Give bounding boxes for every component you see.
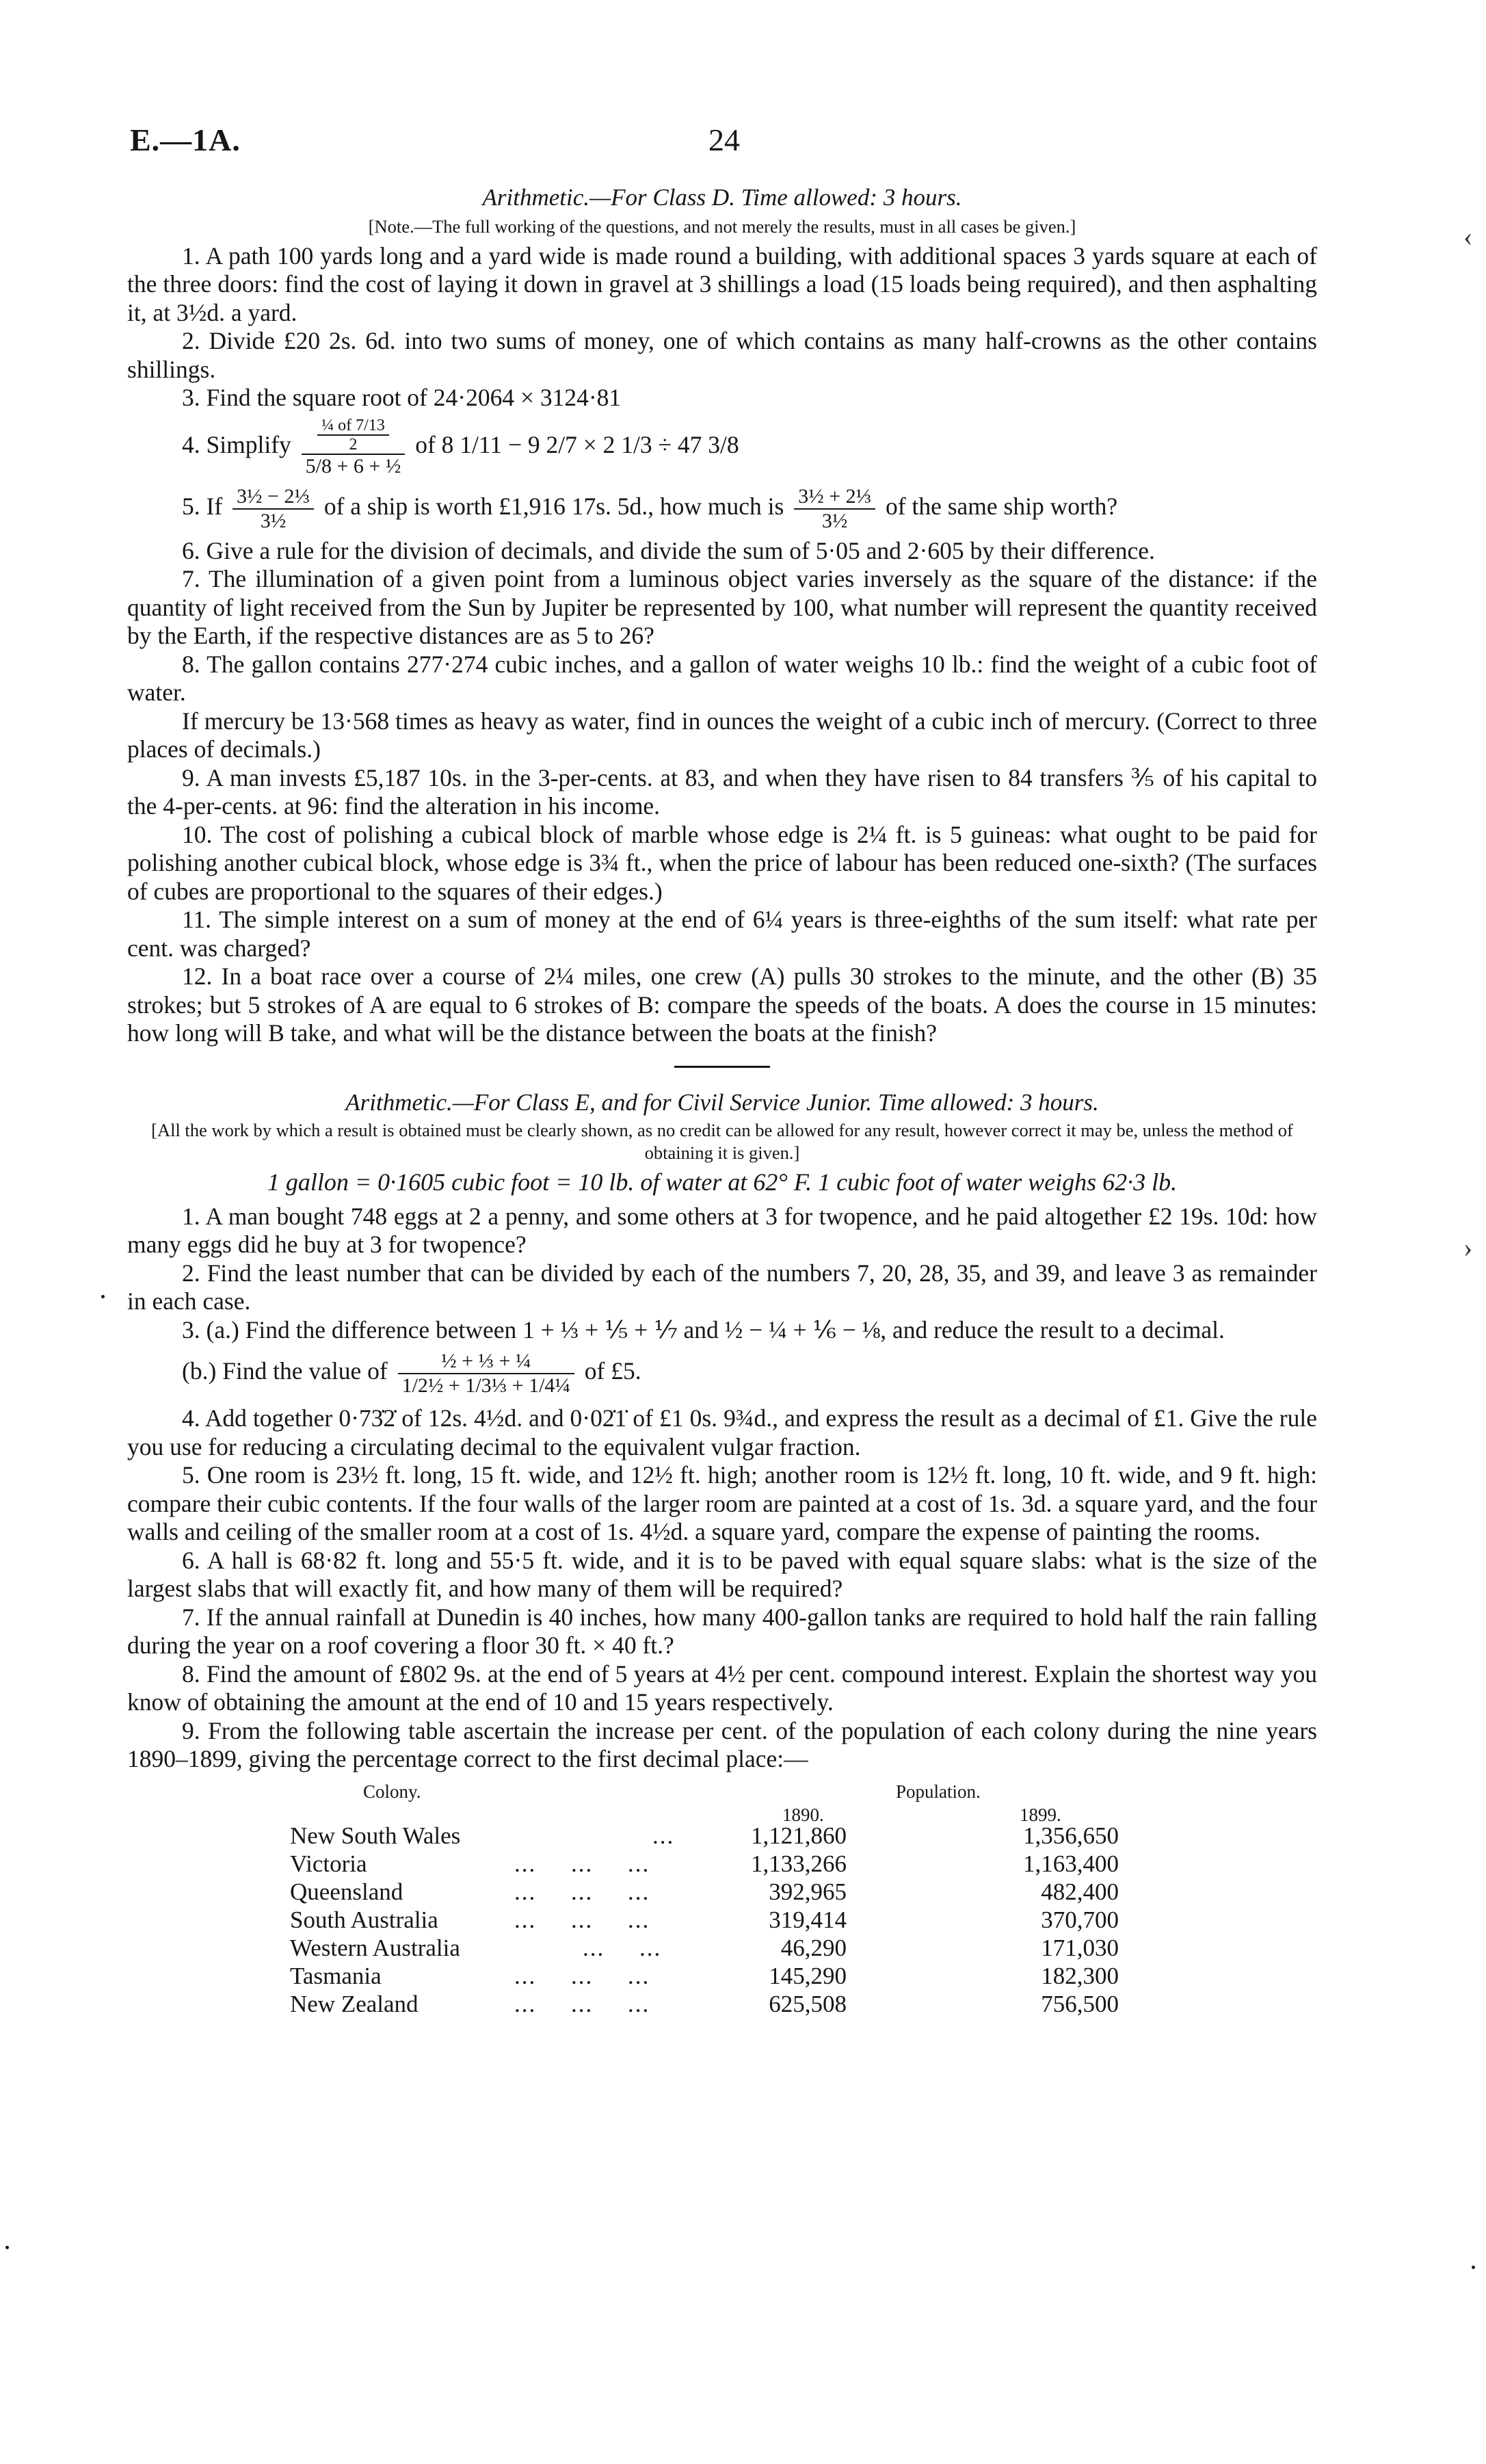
question-d5-suffix: of the same ship worth?	[886, 492, 1118, 520]
question-e7: 7. If the annual rainfall at Dunedin is 40 inches, how many 400-gallon tanks are required to hold half the rain falling during the year on a roof covering a floor 30 ft. × 40 ft.?	[127, 1603, 1317, 1659]
population-1890: 625,508	[769, 1990, 847, 2017]
question-d5-prefix: 5. If	[182, 492, 223, 520]
question-d4-top-den: 2	[349, 435, 358, 454]
population-1890: 319,414	[769, 1906, 847, 1933]
question-e3a: 3. (a.) Find the difference between 1 + ⅓ + ⅕ + ⅐ and ½ − ¼ + ⅙ − ⅛, and reduce the result to a decimal.	[182, 1315, 1225, 1344]
leader-dots: ... ...	[583, 1934, 662, 1961]
col-header-colony: Colony.	[363, 1781, 421, 1802]
table-row	[127, 1962, 1317, 1990]
section-e-note: [All the work by which a result is obtained must be clearly shown, as no credit can be allowed for any result, however correct it may be, unless the method of obtaining it is given.]	[151, 1120, 1293, 1163]
table-row	[127, 1878, 1317, 1906]
section-d-title: Arithmetic.—For Class D. Time allowed: 3 hours.	[482, 184, 962, 211]
population-1899: 756,500	[1041, 1990, 1119, 2017]
population-1890: 1,133,266	[751, 1850, 847, 1877]
series-code: E.—1A.	[130, 122, 241, 157]
question-d7: 7. The illumination of a given point from a luminous object varies inversely as the square of the distance: if the quantity of light received from the Sun by Jupiter be represented by 100, what number will represent the quantity received by the Earth, if the respective distances are as 5 to 26?	[127, 565, 1317, 649]
question-e4: 4. Add together 0·73̇2̇ of 12s. 4½d. and 0·02̇1̇ of £1 0s. 9¾d., and express the result as a decimal of £1. Give the rule you use for reducing a circulating decimal to the equivalent vulgar fraction.	[127, 1404, 1317, 1460]
question-d8: 8. The gallon contains 277·274 cubic inches, and a gallon of water weighs 10 lb.: find the weight of a cubic foot of water.	[127, 650, 1317, 706]
population-1899: 171,030	[1041, 1934, 1119, 1961]
table-row	[127, 1850, 1317, 1878]
population-1890: 46,290	[780, 1934, 847, 1961]
margin-mark: ‹	[1463, 221, 1473, 252]
question-d4-bottom: 5/8 + 6 + ½	[305, 454, 401, 477]
question-e2: 2. Find the least number that can be divided by each of the numbers 7, 20, 28, 35, and 39, and leave 3 as remainder in each case.	[127, 1259, 1317, 1315]
page-number: 24	[708, 122, 740, 157]
population-1899: 482,400	[1041, 1878, 1119, 1905]
leader-dots: ...	[652, 1822, 675, 1849]
question-d5-frac2-den: 3½	[821, 509, 848, 532]
population-1899: 182,300	[1041, 1962, 1119, 1989]
table-row	[127, 1934, 1317, 1962]
question-d5	[127, 485, 1317, 533]
question-e3b	[127, 1350, 1317, 1398]
table-row	[127, 1906, 1317, 1934]
population-1899: 370,700	[1041, 1906, 1119, 1933]
question-d10: 10. The cost of polishing a cubical block of marble whose edge is 2¼ ft. is 5 guineas: what ought to be paid for polishing another cubical block, whose edge is 3¾ ft., when the price of labour has been reduced one-sixth? (The surfaces of cubes are proportional to the squares of their edges.)	[127, 820, 1317, 905]
population-table	[127, 1778, 1317, 2018]
question-d3: 3. Find the square root of 24·2064 × 3124·81	[182, 384, 622, 411]
question-d1: 1. A path 100 yards long and a yard wide is made round a building, with additional spaces 3 yards square at each of the three doors: find the cost of laying it down in gravel at 3 shillings a load (15 loads being required), and then asphalting it, at 3½d. a yard.	[127, 241, 1317, 326]
leader-dots: ... ... ...	[514, 1906, 650, 1933]
population-1890: 1,121,860	[751, 1822, 847, 1849]
section-d-note: [Note.—The full working of the questions, and not merely the results, must in all cases be given.]	[368, 215, 1076, 237]
question-d4-prefix: 4. Simplify	[182, 430, 291, 458]
question-d6: 6. Give a rule for the division of decimals, and divide the sum of 5·05 and 2·605 by their difference.	[182, 536, 1155, 564]
section-divider	[674, 1066, 770, 1068]
population-1890: 392,965	[769, 1878, 847, 1905]
question-d5-frac1-den: 3½	[260, 509, 287, 532]
question-d9: 9. A man invests £5,187 10s. in the 3-per-cents. at 83, and when they have risen to 84 transfers ⅗ of his capital to the 4-per-cents. at 96: find the alteration in his income.	[127, 763, 1317, 820]
question-d8b: If mercury be 13·568 times as heavy as water, find in ounces the weight of a cubic inch of mercury. (Correct to three places of decimals.)	[127, 707, 1317, 763]
stray-mark	[1472, 2266, 1475, 2269]
margin-mark: ›	[1463, 1232, 1473, 1263]
question-e3b-num: ½ + ⅓ + ¼	[398, 1350, 574, 1374]
population-1899: 1,356,650	[1023, 1822, 1119, 1849]
col-header-1890: 1890.	[782, 1804, 824, 1825]
question-d4-fraction	[302, 417, 406, 478]
question-d4	[127, 417, 1317, 478]
question-e9: 9. From the following table ascertain the increase per cent. of the population of each colony during the nine years 1890–1899, giving the percentage correct to the first decimal place:—	[127, 1716, 1317, 1772]
question-d12: 12. In a boat race over a course of 2¼ miles, one crew (A) pulls 30 strokes to the minute, and the other (B) 35 strokes; but 5 strokes of A are equal to 6 strokes of B: compare the speeds of the boats. A does the course in 15 minutes: how long will B take, and what will be the distance between the boats at the finish?	[127, 962, 1317, 1047]
colony-name: Western Australia	[290, 1934, 460, 1961]
leader-dots: ... ... ...	[514, 1878, 650, 1905]
population-1890: 145,290	[769, 1962, 847, 1989]
section-e-title: Arithmetic.—For Class E, and for Civil Service Junior. Time allowed: 3 hours.	[345, 1088, 1099, 1116]
exam-content	[127, 183, 1317, 2018]
stray-mark	[5, 2246, 9, 2249]
section-e-units: 1 gallon = 0·1605 cubic foot = 10 lb. of water at 62° F. 1 cubic foot of water weighs 62·3 lb.	[267, 1168, 1178, 1196]
table-row	[127, 1990, 1317, 2018]
question-d2: 2. Divide £20 2s. 6d. into two sums of money, one of which contains as many half-crowns as the other contains shillings.	[127, 327, 1317, 383]
colony-name: New South Wales	[290, 1822, 461, 1849]
question-d5-frac2-num: 3½ + 2⅓	[794, 485, 875, 510]
question-d5-frac1-num: 3½ − 2⅓	[233, 485, 314, 510]
question-e3b-den: 1/2½ + 1/3⅓ + 1/4¼	[401, 1374, 570, 1397]
question-e3b-prefix: (b.) Find the value of	[182, 1357, 388, 1385]
question-e8: 8. Find the amount of £802 9s. at the end of 5 years at 4½ per cent. compound interest. Explain the shortest way you know of obtaining the amount at the end of 10 and 15 years respectively.	[127, 1660, 1317, 1716]
question-e6: 6. A hall is 68·82 ft. long and 55·5 ft. wide, and it is to be paved with equal square slabs: what is the size of the largest slabs that will exactly fit, and how many of them will be required?	[127, 1546, 1317, 1602]
col-header-1899: 1899.	[1020, 1804, 1061, 1825]
question-d11: 11. The simple interest on a sum of money at the end of 6¼ years is three-eighths of the sum itself: what rate per cent. was charged?	[127, 906, 1317, 962]
population-1899: 1,163,400	[1023, 1850, 1119, 1877]
col-header-population: Population.	[896, 1781, 981, 1802]
colony-name: Victoria	[290, 1850, 367, 1877]
question-e3b-suffix: of £5.	[584, 1357, 641, 1385]
colony-name: South Australia	[290, 1906, 438, 1933]
question-e1: 1. A man bought 748 eggs at 2 a penny, and some others at 3 for twopence, and he paid altogether £2 19s. 10d: how many eggs did he buy at 3 for twopence?	[127, 1202, 1317, 1258]
table-row	[127, 1822, 1317, 1850]
leader-dots: ... ... ...	[514, 1962, 650, 1989]
stray-mark	[101, 1295, 105, 1298]
question-d5-middle: of a ship is worth £1,916 17s. 5d., how much is	[323, 492, 784, 520]
colony-name: New Zealand	[290, 1990, 419, 2017]
question-e5: 5. One room is 23½ ft. long, 15 ft. wide, and 12½ ft. high; another room is 12½ ft. long, 10 ft. wide, and 9 ft. high: compare their cubic contents. If the four walls of the larger room are painted at a cost of 1s. 3d. a square yard, and the four walls and ceiling of the smaller room at a cost of 1s. 4½d. a square yard, compare the expense of painting the rooms.	[127, 1461, 1317, 1545]
colony-name: Queensland	[290, 1878, 403, 1905]
question-d4-top: ¼ of 7/13	[317, 417, 389, 436]
leader-dots: ... ... ...	[514, 1850, 650, 1877]
leader-dots: ... ... ...	[514, 1990, 650, 2017]
colony-name: Tasmania	[290, 1962, 382, 1989]
question-d4-suffix: of 8 1/11 − 9 2/7 × 2 1/3 ÷ 47 3/8	[415, 430, 739, 458]
